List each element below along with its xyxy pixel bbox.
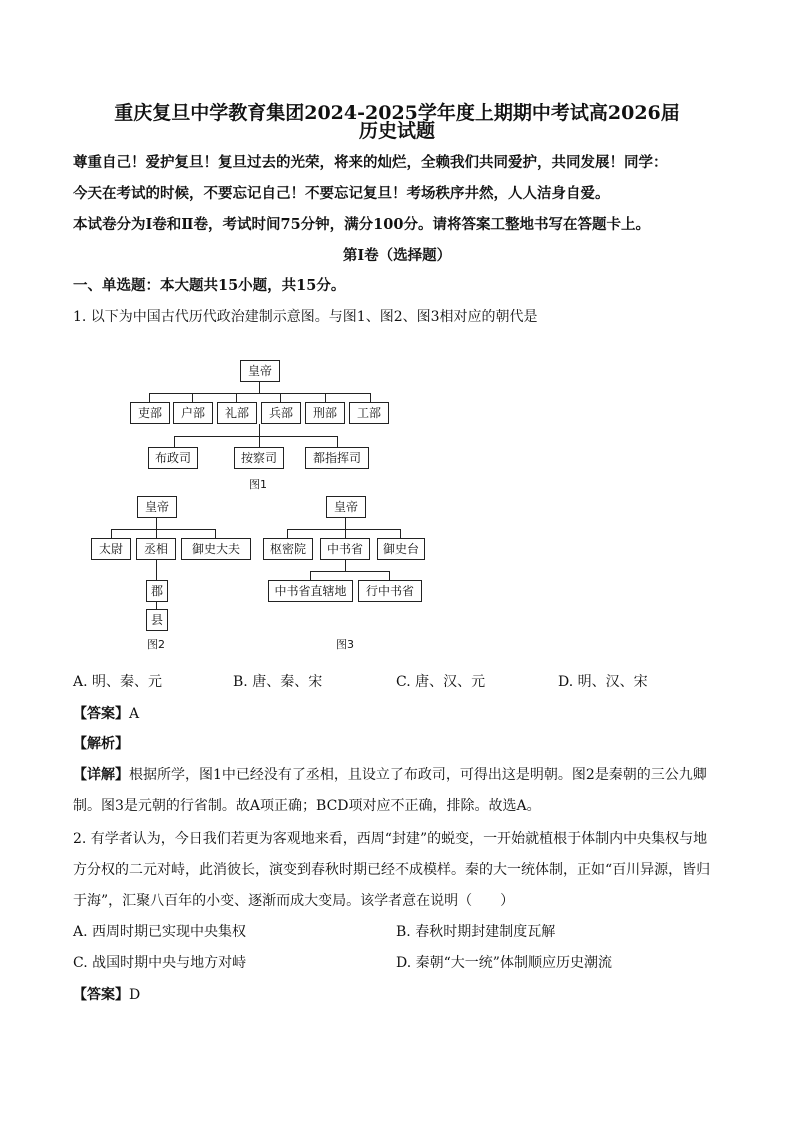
q1-detail-label: 【详解】	[73, 767, 129, 783]
q2-answer-value: D	[129, 987, 141, 1003]
fig3-emperor-box: 皇帝	[326, 496, 366, 518]
volume-title: 第Ⅰ卷（选择题）	[342, 247, 452, 264]
fig1-caption: 图1	[249, 478, 267, 491]
fig3-central-region: 中书省直辖地	[268, 580, 353, 602]
fig1-ministry-war: 兵部	[261, 402, 301, 424]
fig2-commandery: 郡	[146, 580, 168, 602]
q1-detail-line-2: 制。图3是元朝的行省制。故A项正确；BCD项对应不正确，排除。故选A。	[73, 798, 541, 814]
fig3-caption: 图3	[336, 638, 354, 651]
q1-option-d: D. 明、汉、宋	[558, 674, 648, 690]
fig2-grand-commandant: 太尉	[91, 538, 131, 560]
q2-stem-line-1: 2. 有学者认为，今日我们若更为客观地来看，西周“封建”的蜕变，一开始就植根于体制内中央集权与地	[73, 831, 708, 847]
fig2-chancellor: 丞相	[136, 538, 176, 560]
q1-option-a: A. 明、秦、元	[73, 674, 163, 690]
fig1-provincial-judicial: 按察司	[234, 447, 284, 469]
fig1-provincial-admin: 布政司	[148, 447, 198, 469]
fig3-privy-council: 枢密院	[263, 538, 313, 560]
q1-option-b: B. 唐、秦、宋	[233, 674, 323, 690]
q1-stem: 1. 以下为中国古代历代政治建制示意图。与图1、图2、图3相对应的朝代是	[73, 309, 538, 325]
q1-detail-line-1: 根据所学，图1中已经没有了丞相，且设立了布政司，可得出这是明朝。图2是秦朝的三公九卿	[129, 767, 707, 783]
intro-line-2: 今天在考试的时候，不要忘记自己！不要忘记复旦！考场秩序井然，人人洁身自爱。	[73, 185, 610, 202]
q1-detail-row	[73, 764, 707, 784]
q1-answer-label: 【答案】	[73, 706, 129, 722]
q2-option-a: A. 西周时期已实现中央集权	[73, 924, 247, 940]
fig1-ministry-revenue: 户部	[173, 402, 213, 424]
q1-analysis-label: 【解析】	[73, 736, 129, 752]
fig2-emperor-box: 皇帝	[137, 496, 177, 518]
fig3-branch-secretariat: 行中书省	[358, 580, 422, 602]
q2-option-d: D. 秦朝“大一统”体制顺应历史潮流	[396, 955, 612, 971]
fig2-county: 县	[146, 609, 168, 631]
intro-line-3: 本试卷分为Ⅰ卷和Ⅱ卷，考试时间75分钟，满分100分。请将答案工整地书写在答题卡上。	[73, 216, 650, 233]
fig1-provincial-military: 都指挥司	[305, 447, 369, 469]
fig1-ministry-rites: 礼部	[217, 402, 257, 424]
exam-title: 重庆复旦中学教育集团2024-2025学年度上期期中考试高2026届	[114, 102, 680, 124]
q2-option-b: B. 春秋时期封建制度瓦解	[396, 924, 556, 940]
fig1-emperor-box: 皇帝	[240, 360, 280, 382]
fig1-ministry-personnel: 吏部	[130, 402, 170, 424]
intro-line-1: 尊重自己！爱护复旦！复旦过去的光荣，将来的灿烂，全赖我们共同爱护，共同发展！同学：	[73, 154, 668, 171]
part-title: 一、单选题：本大题共15小题，共15分。	[73, 277, 346, 294]
q2-option-c: C. 战国时期中央与地方对峙	[73, 955, 247, 971]
q1-option-c: C. 唐、汉、元	[396, 674, 486, 690]
q2-answer-row	[73, 984, 140, 1004]
fig3-censorate: 御史台	[377, 538, 425, 560]
fig1-ministry-justice: 刑部	[305, 402, 345, 424]
q2-stem-line-3: 于海”，汇聚八百年的小变、逐渐而成大变局。该学者意在说明（ ）	[73, 893, 515, 909]
fig2-caption: 图2	[147, 638, 165, 651]
q2-answer-label: 【答案】	[73, 987, 129, 1003]
fig3-secretariat: 中书省	[320, 538, 370, 560]
subject-title: 历史试题	[358, 120, 435, 142]
q2-stem-line-2: 方分权的二元对峙，此消彼长，演变到春秋时期已经不成模样。秦的大一统体制，正如“百川异源，皆归	[73, 862, 711, 878]
q1-answer-row	[73, 703, 139, 723]
fig1-ministry-works: 工部	[349, 402, 389, 424]
q1-answer-value: A	[129, 706, 140, 722]
fig2-imperial-censor: 御史大夫	[181, 538, 251, 560]
